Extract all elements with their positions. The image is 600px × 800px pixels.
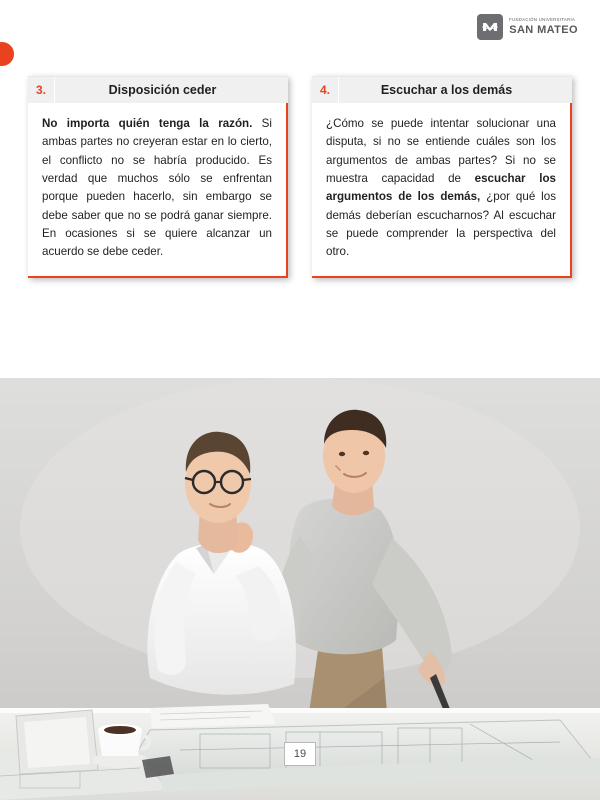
card-title: Escuchar a los demás bbox=[380, 83, 513, 97]
card-paragraph-part2: ¿por qué los demás deberían escucharnos? Al escuchar se puede comprender la perspectiva del otro. bbox=[326, 190, 556, 259]
card-body bbox=[312, 103, 572, 278]
card-header bbox=[28, 76, 288, 103]
card-list bbox=[28, 76, 572, 278]
brand-wordmark bbox=[509, 18, 578, 35]
photo-illustration bbox=[0, 378, 600, 800]
red-tab-decoration bbox=[0, 42, 14, 66]
card-title: Disposición ceder bbox=[108, 83, 217, 97]
card-number: 4. bbox=[312, 77, 339, 103]
card-body bbox=[28, 103, 288, 278]
san-mateo-logo-icon bbox=[477, 14, 503, 40]
card-lead-text: No importa quién tenga la razón. bbox=[42, 117, 253, 130]
brand-line2: SAN MATEO bbox=[509, 23, 578, 36]
card-escuchar-a-los-demas bbox=[312, 76, 572, 278]
card-paragraph-part1: ¿Cómo se puede intentar solucionar una disputa, si no se entiende cuáles son los argumentos de ambas partes? Si no se muestra capacidad de bbox=[326, 117, 556, 185]
card-disposicion-ceder bbox=[28, 76, 288, 278]
card-emphasis-text: escuchar los argumentos de los demás, bbox=[326, 171, 556, 204]
card-paragraph: Si ambas partes no creyeran estar en lo cierto, el conflicto no se habría producido. Es verdad que muchos sólo se enfrentan porque pueden hacerlo, sin embargo se debe saber que no se podrá ganar siempre. En ocasiones si se quiere alcanzar un acuerdo se debe ceder. bbox=[42, 117, 272, 259]
brand-line1: FUNDACIÓN UNIVERSITARIA bbox=[509, 17, 576, 23]
photo-two-men-reviewing-blueprints bbox=[0, 378, 600, 800]
page-number: 19 bbox=[284, 742, 316, 766]
brand-logo bbox=[477, 14, 578, 40]
card-number: 3. bbox=[28, 77, 55, 103]
card-header bbox=[312, 76, 572, 103]
